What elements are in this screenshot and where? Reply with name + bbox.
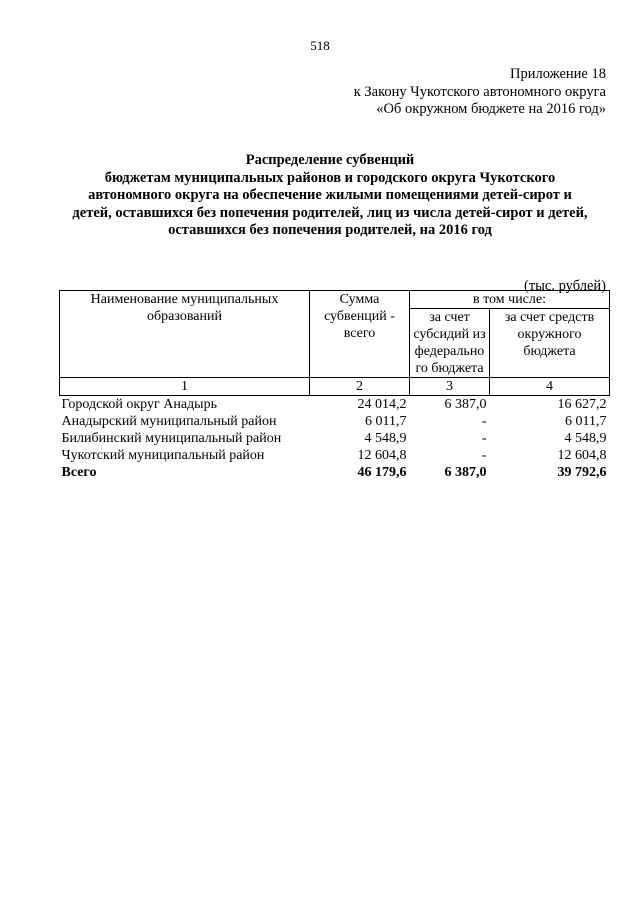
column-number: 1 (60, 378, 310, 396)
total-okrug: 39 792,6 (557, 465, 607, 480)
appendix-line: «Об окружном бюджете на 2016 год» (376, 101, 606, 117)
row-federal: - (481, 414, 487, 429)
header-federal: за счет субсидий из федерально го бюджета (410, 309, 490, 378)
header-name: Наименование муниципальных образований (60, 291, 310, 378)
row-okrug: 16 627,2 (557, 397, 607, 412)
appendix-line: Приложение 18 (510, 66, 606, 82)
total-total: 46 179,6 (357, 465, 407, 480)
row-name: Анадырский муниципальный район (61, 414, 277, 429)
appendix-reference (354, 66, 606, 119)
row-name: Билибинский муниципальный район (61, 431, 282, 446)
row-federal: 6 387,0 (444, 397, 487, 412)
title-line: бюджетам муниципальных районов и городского округа Чукотского (104, 169, 556, 186)
header-including: в том числе: (410, 291, 610, 309)
table-total-row (60, 464, 610, 481)
title-line: детей, оставшихся без попечения родителей, лиц из числа детей-сирот и детей, (72, 204, 588, 221)
table-row (60, 447, 610, 464)
table-row (60, 413, 610, 430)
row-total: 12 604,8 (357, 448, 407, 463)
table-row (60, 430, 610, 447)
total-federal: 6 387,0 (444, 465, 487, 480)
row-total: 4 548,9 (364, 431, 407, 446)
row-federal: - (481, 431, 487, 446)
appendix-line: к Закону Чукотского автономного округа (353, 83, 606, 100)
table-row (60, 396, 610, 414)
header-okrug: за счет средств окружного бюджета (490, 309, 610, 378)
row-federal: - (481, 448, 487, 463)
total-name: Всего (61, 465, 97, 480)
document-title (40, 152, 620, 240)
units-label: (тыс. рублей) (524, 278, 606, 294)
column-number-row (60, 378, 610, 396)
column-number: 3 (410, 378, 490, 396)
row-total: 24 014,2 (357, 397, 407, 412)
row-name: Чукотский муниципальный район (61, 448, 265, 463)
column-number: 4 (490, 378, 610, 396)
row-okrug: 4 548,9 (564, 431, 607, 446)
title-line: оставшихся без попечения родителей, на 2016 год (168, 222, 492, 238)
title-line: автономного округа на обеспечение жилыми помещениями детей-сирот и (88, 187, 572, 203)
page-number: 518 (310, 38, 330, 53)
table-header-row (60, 291, 610, 309)
row-total: 6 011,7 (365, 414, 407, 429)
column-number: 2 (310, 378, 410, 396)
row-okrug: 12 604,8 (557, 448, 607, 463)
title-line: Распределение субвенций (245, 152, 415, 168)
row-okrug: 6 011,7 (565, 414, 607, 429)
header-total: Сумма субвенций - всего (310, 291, 410, 378)
row-name: Городской округ Анадырь (61, 397, 217, 412)
subventions-table (59, 290, 610, 481)
